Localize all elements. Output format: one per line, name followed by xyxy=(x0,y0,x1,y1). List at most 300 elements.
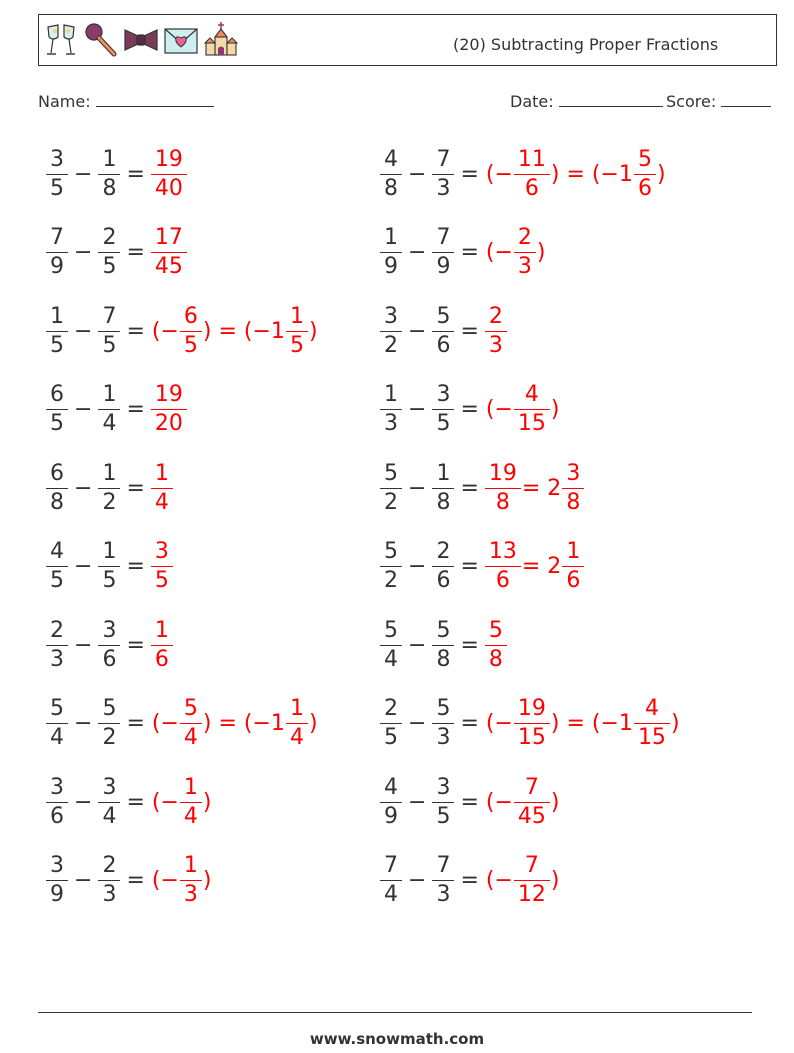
numerator: 2 xyxy=(384,696,398,721)
subtrahend-fraction xyxy=(434,303,452,358)
equals-sign: = xyxy=(126,711,145,736)
denominator: 6 xyxy=(151,645,173,671)
subtrahend-fraction xyxy=(434,698,452,749)
numerator: 1 xyxy=(384,225,398,250)
answer-fraction xyxy=(516,384,548,435)
date-blank[interactable] xyxy=(559,92,663,107)
denominator: 8 xyxy=(46,488,68,514)
numerator: 19 xyxy=(488,460,517,486)
subtrahend-fraction xyxy=(434,384,452,435)
denominator: 6 xyxy=(98,645,120,671)
answer-fraction xyxy=(564,541,582,592)
denominator: 4 xyxy=(286,723,308,749)
denominator: 8 xyxy=(562,488,584,514)
numerator: 1 xyxy=(289,696,304,721)
numerator: 2 xyxy=(436,539,451,564)
problem-10 xyxy=(380,458,584,518)
answer-text: = 2 xyxy=(521,554,562,579)
equals-sign: = xyxy=(460,161,479,187)
denominator: 3 xyxy=(432,174,454,200)
minus-sign: − xyxy=(408,868,427,893)
numerator: 19 xyxy=(154,382,183,407)
denominator: 9 xyxy=(380,802,402,828)
denominator: 5 xyxy=(286,331,308,357)
answer xyxy=(485,303,507,358)
answer-text: ) xyxy=(536,240,546,265)
answer-text: ) xyxy=(550,397,560,422)
answer-fraction xyxy=(564,460,582,515)
denominator: 3 xyxy=(98,880,120,906)
equals-sign: = xyxy=(126,318,145,344)
subtrahend-fraction xyxy=(100,855,118,906)
answer-fraction xyxy=(153,460,171,515)
subtrahend-fraction xyxy=(434,541,452,592)
subtrahend-fraction xyxy=(434,227,452,278)
numerator: 17 xyxy=(154,225,183,250)
denominator: 12 xyxy=(514,880,550,906)
numerator: 5 xyxy=(102,696,117,721)
minus-sign: − xyxy=(74,632,93,658)
answer-text: = 2 xyxy=(521,475,562,501)
name-field[interactable] xyxy=(38,92,214,111)
answer xyxy=(151,541,173,592)
minus-sign: − xyxy=(74,318,93,344)
answer-fraction xyxy=(182,774,200,829)
minus-sign: − xyxy=(74,789,93,815)
problem-15 xyxy=(46,694,319,754)
denominator: 9 xyxy=(432,252,454,278)
subtrahend-fraction xyxy=(100,541,118,592)
score-label: Score: xyxy=(666,92,717,111)
problem-16 xyxy=(380,694,681,754)
answer-text: ) = (−1 xyxy=(550,711,633,736)
denominator: 3 xyxy=(432,723,454,749)
minuend-fraction xyxy=(382,227,400,278)
minus-sign: − xyxy=(74,711,93,736)
denominator: 4 xyxy=(98,802,120,828)
denominator: 9 xyxy=(380,252,402,278)
denominator: 5 xyxy=(380,723,402,749)
equals-sign: = xyxy=(126,789,145,815)
numerator: 19 xyxy=(517,696,546,721)
denominator: 6 xyxy=(562,566,584,592)
denominator: 15 xyxy=(634,723,670,749)
minuend-fraction xyxy=(382,774,400,829)
denominator: 4 xyxy=(380,880,402,906)
answer-fraction xyxy=(636,146,654,201)
minus-sign: − xyxy=(408,161,427,187)
minus-sign: − xyxy=(74,397,93,422)
answer-text: (− xyxy=(151,318,179,344)
score-blank[interactable] xyxy=(721,92,771,107)
answer xyxy=(151,384,187,435)
problem-7 xyxy=(46,380,187,440)
denominator: 4 xyxy=(46,723,68,749)
answer xyxy=(151,855,213,906)
problem-11 xyxy=(46,537,173,597)
equals-sign: = xyxy=(126,240,145,265)
answer-text: (− xyxy=(485,711,513,736)
numerator: 6 xyxy=(50,382,64,407)
date-field[interactable] xyxy=(510,92,663,111)
minuend-fraction xyxy=(48,146,66,201)
denominator: 6 xyxy=(432,566,454,592)
answer-fraction xyxy=(516,146,548,201)
answer-fraction xyxy=(516,855,548,906)
answer-fraction xyxy=(487,303,505,358)
numerator: 7 xyxy=(436,225,451,250)
denominator: 6 xyxy=(432,331,454,357)
answer-fraction xyxy=(288,303,306,358)
score-field[interactable] xyxy=(666,92,771,111)
denominator: 4 xyxy=(180,802,202,828)
answer-text: ) = (−1 xyxy=(550,161,633,187)
answer xyxy=(485,855,561,906)
denominator: 15 xyxy=(514,409,550,435)
answer-fraction xyxy=(153,617,171,672)
answer-fraction xyxy=(153,227,185,278)
denominator: 3 xyxy=(380,409,402,435)
denominator: 4 xyxy=(98,409,120,435)
minuend-fraction xyxy=(48,460,66,515)
subtrahend-fraction xyxy=(434,146,452,201)
answer-fraction xyxy=(487,460,519,515)
minus-sign: − xyxy=(408,475,427,501)
denominator: 2 xyxy=(380,488,402,514)
answer xyxy=(151,698,319,749)
problem-4 xyxy=(380,223,547,283)
numerator: 5 xyxy=(436,617,451,643)
numerator: 5 xyxy=(488,617,503,643)
problem-20 xyxy=(380,851,561,911)
subtrahend-fraction xyxy=(100,774,118,829)
minus-sign: − xyxy=(408,789,427,815)
answer-text: (− xyxy=(485,397,513,422)
numerator: 2 xyxy=(102,225,117,250)
minuend-fraction xyxy=(48,227,66,278)
subtrahend-fraction xyxy=(100,384,118,435)
name-blank[interactable] xyxy=(96,92,214,107)
denominator: 6 xyxy=(46,802,68,828)
minus-sign: − xyxy=(408,240,427,265)
numerator: 11 xyxy=(517,146,546,172)
numerator: 7 xyxy=(436,146,451,172)
numerator: 5 xyxy=(384,539,398,564)
denominator: 5 xyxy=(432,802,454,828)
denominator: 8 xyxy=(485,488,521,514)
subtrahend-fraction xyxy=(100,698,118,749)
numerator: 3 xyxy=(154,539,169,564)
answer-fraction xyxy=(516,774,548,829)
equals-sign: = xyxy=(460,554,479,579)
minuend-fraction xyxy=(48,617,66,672)
numerator: 7 xyxy=(50,225,64,250)
subtrahend-fraction xyxy=(100,617,118,672)
equals-sign: = xyxy=(460,240,479,265)
subtrahend-fraction xyxy=(434,460,452,515)
numerator: 1 xyxy=(102,539,117,564)
numerator: 3 xyxy=(50,853,64,878)
denominator: 6 xyxy=(634,174,656,200)
denominator: 5 xyxy=(98,252,120,278)
footer-url: www.snowmath.com xyxy=(309,1030,485,1048)
problem-9 xyxy=(46,458,173,518)
name-label: Name: xyxy=(38,92,91,111)
answer-fraction xyxy=(487,617,505,672)
bow-tie-icon xyxy=(123,21,159,59)
answer-text: ) xyxy=(202,868,212,893)
numerator: 1 xyxy=(289,303,304,329)
answer-text: (− xyxy=(151,789,179,815)
numerator: 2 xyxy=(102,853,117,878)
numerator: 3 xyxy=(102,774,117,800)
minus-sign: − xyxy=(408,318,427,344)
denominator: 5 xyxy=(98,331,120,357)
answer-fraction xyxy=(182,855,200,906)
numerator: 3 xyxy=(436,382,451,407)
problem-3 xyxy=(46,223,187,283)
numerator: 2 xyxy=(488,303,503,329)
answer-text: (− xyxy=(151,711,179,736)
minus-sign: − xyxy=(408,711,427,736)
numerator: 6 xyxy=(183,303,198,329)
problem-5 xyxy=(46,301,319,361)
problem-18 xyxy=(380,772,561,832)
answer-fraction xyxy=(153,384,185,435)
numerator: 1 xyxy=(384,382,398,407)
denominator: 4 xyxy=(151,488,173,514)
problem-19 xyxy=(46,851,213,911)
answer-fraction xyxy=(516,698,548,749)
answer-text: ) = (−1 xyxy=(202,711,285,736)
minuend-fraction xyxy=(382,460,400,515)
problem-13 xyxy=(46,615,173,675)
minus-sign: − xyxy=(408,632,427,658)
denominator: 5 xyxy=(432,409,454,435)
numerator: 19 xyxy=(154,146,183,172)
answer-fraction xyxy=(516,227,534,278)
equals-sign: = xyxy=(126,632,145,658)
denominator: 9 xyxy=(46,880,68,906)
denominator: 8 xyxy=(98,174,120,200)
equals-sign: = xyxy=(126,397,145,422)
denominator: 5 xyxy=(46,566,68,592)
numerator: 2 xyxy=(517,225,532,250)
numerator: 3 xyxy=(566,460,581,486)
denominator: 5 xyxy=(151,566,173,592)
answer xyxy=(151,303,319,358)
numerator: 3 xyxy=(436,774,451,800)
answer-fraction xyxy=(182,303,200,358)
numerator: 1 xyxy=(154,460,169,486)
numerator: 1 xyxy=(102,460,117,486)
answer-text: ) xyxy=(202,789,212,815)
answer xyxy=(485,698,681,749)
minuend-fraction xyxy=(48,774,66,829)
denominator: 9 xyxy=(46,252,68,278)
answer xyxy=(485,227,547,278)
answer xyxy=(151,227,187,278)
answer xyxy=(151,146,187,201)
numerator: 13 xyxy=(488,539,517,564)
numerator: 4 xyxy=(384,774,398,800)
subtrahend-fraction xyxy=(100,146,118,201)
worksheet-header xyxy=(38,14,777,66)
minus-sign: − xyxy=(408,554,427,579)
minus-sign: − xyxy=(74,554,93,579)
minuend-fraction xyxy=(48,384,66,435)
numerator: 4 xyxy=(384,146,398,172)
denominator: 4 xyxy=(380,645,402,671)
numerator: 7 xyxy=(384,853,398,878)
denominator: 3 xyxy=(46,645,68,671)
minuend-fraction xyxy=(382,146,400,201)
denominator: 5 xyxy=(46,409,68,435)
numerator: 5 xyxy=(50,696,64,721)
subtrahend-fraction xyxy=(100,227,118,278)
numerator: 3 xyxy=(102,617,117,643)
answer xyxy=(485,617,507,672)
numerator: 1 xyxy=(102,382,117,407)
answer-text: (− xyxy=(151,868,179,893)
problem-17 xyxy=(46,772,213,832)
answer-fraction xyxy=(487,541,519,592)
numerator: 2 xyxy=(50,617,64,643)
answer-text: ) = (−1 xyxy=(202,318,285,344)
answer-text: (− xyxy=(485,868,513,893)
equals-sign: = xyxy=(460,475,479,501)
problem-2 xyxy=(380,144,667,204)
numerator: 1 xyxy=(183,853,198,878)
answer xyxy=(485,384,561,435)
answer-text: ) xyxy=(308,711,318,736)
subtrahend-fraction xyxy=(434,774,452,829)
numerator: 5 xyxy=(384,460,398,486)
footer-divider xyxy=(38,1012,752,1013)
numerator: 5 xyxy=(384,617,398,643)
minuend-fraction xyxy=(382,855,400,906)
denominator: 5 xyxy=(46,174,68,200)
denominator: 45 xyxy=(514,802,550,828)
answer xyxy=(485,460,584,515)
answer-text: (− xyxy=(485,789,513,815)
denominator: 2 xyxy=(380,331,402,357)
denominator: 3 xyxy=(432,880,454,906)
answer xyxy=(485,774,561,829)
minuend-fraction xyxy=(48,541,66,592)
numerator: 3 xyxy=(50,774,64,800)
problem-14 xyxy=(380,615,507,675)
subtrahend-fraction xyxy=(434,617,452,672)
denominator: 3 xyxy=(485,331,507,357)
equals-sign: = xyxy=(460,711,479,736)
numerator: 5 xyxy=(183,696,198,721)
numerator: 4 xyxy=(644,696,659,721)
answer-text: ) xyxy=(550,868,560,893)
answer-text: ) xyxy=(670,711,680,736)
answer-text: ) xyxy=(550,789,560,815)
subtrahend-fraction xyxy=(100,460,118,515)
denominator: 40 xyxy=(151,174,187,200)
champagne-glasses-icon xyxy=(43,21,79,59)
subtrahend-fraction xyxy=(434,855,452,906)
denominator: 20 xyxy=(151,409,187,435)
answer-text: ) xyxy=(308,318,318,344)
answer xyxy=(151,460,173,515)
minus-sign: − xyxy=(74,161,93,187)
answer xyxy=(151,774,213,829)
numerator: 3 xyxy=(50,146,64,172)
numerator: 7 xyxy=(436,853,451,878)
microphone-icon xyxy=(83,21,119,59)
denominator: 5 xyxy=(98,566,120,592)
numerator: 7 xyxy=(102,303,117,329)
answer-text: ) xyxy=(656,161,666,187)
minuend-fraction xyxy=(48,855,66,906)
equals-sign: = xyxy=(460,789,479,815)
header-icons xyxy=(43,21,239,59)
denominator: 3 xyxy=(180,880,202,906)
denominator: 5 xyxy=(46,331,68,357)
denominator: 8 xyxy=(380,174,402,200)
numerator: 5 xyxy=(436,303,451,329)
denominator: 4 xyxy=(180,723,202,749)
equals-sign: = xyxy=(460,632,479,658)
date-label: Date: xyxy=(510,92,554,111)
minuend-fraction xyxy=(382,698,400,749)
numerator: 1 xyxy=(183,774,198,800)
equals-sign: = xyxy=(460,318,479,344)
answer xyxy=(485,541,584,592)
worksheet-title: (20) Subtracting Proper Fractions xyxy=(453,35,719,54)
minus-sign: − xyxy=(74,240,93,265)
denominator: 15 xyxy=(514,723,550,749)
answer xyxy=(151,617,173,672)
equals-sign: = xyxy=(126,161,145,187)
numerator: 4 xyxy=(524,382,539,407)
minus-sign: − xyxy=(74,475,93,501)
problem-6 xyxy=(380,301,507,361)
equals-sign: = xyxy=(126,868,145,893)
equals-sign: = xyxy=(460,397,479,422)
minus-sign: − xyxy=(408,397,427,422)
denominator: 2 xyxy=(380,566,402,592)
chapel-icon xyxy=(203,21,239,59)
numerator: 5 xyxy=(436,696,451,721)
answer-fraction xyxy=(182,698,200,749)
answer xyxy=(485,146,667,201)
problem-12 xyxy=(380,537,584,597)
minuend-fraction xyxy=(382,617,400,672)
equals-sign: = xyxy=(126,554,145,579)
minuend-fraction xyxy=(382,541,400,592)
denominator: 2 xyxy=(98,723,120,749)
answer-fraction xyxy=(288,698,306,749)
denominator: 8 xyxy=(432,488,454,514)
minuend-fraction xyxy=(48,303,66,358)
denominator: 6 xyxy=(514,174,550,200)
equals-sign: = xyxy=(460,868,479,893)
numerator: 6 xyxy=(50,460,64,486)
answer-text: (− xyxy=(485,240,513,265)
problem-1 xyxy=(46,144,187,204)
numerator: 7 xyxy=(524,774,539,800)
numerator: 1 xyxy=(154,617,169,643)
numerator: 3 xyxy=(384,303,398,329)
minuend-fraction xyxy=(382,303,400,358)
answer-fraction xyxy=(636,698,668,749)
numerator: 1 xyxy=(50,303,64,329)
